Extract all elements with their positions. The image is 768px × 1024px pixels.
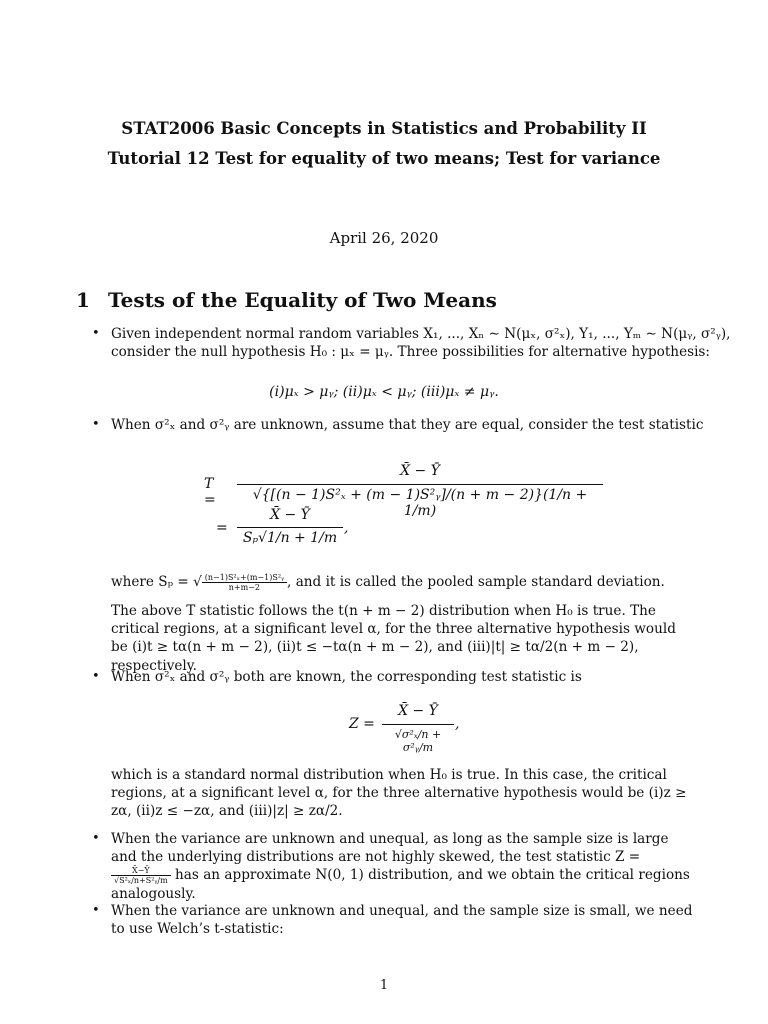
document-title: STAT2006 Basic Concepts in Statistics and Probability II bbox=[121, 119, 647, 138]
z-distribution-paragraph: which is a standard normal distribution when H₀ is true. In this case, the critical regions, at a significant level α, for the three alternative hypothesis would be (i)z ≥ zα, (ii)z ≤ −zα, and (iii)|z| ≥ zα/2. bbox=[111, 767, 687, 820]
t-distribution-paragraph: The above T statistic follows the t(n + m − 2) distribution when H₀ is true. The critical regions, at a significant level α, for the three alternative hypothesis would be (i)t ≥ tα(n + m − 2), (ii)t ≤ −tα(n + m − 2), and (iii)|t| ≥ tα/2(n + m − 2), respectively. bbox=[111, 603, 676, 674]
eq-numerator: X̄ − Ȳ bbox=[398, 703, 438, 719]
text-line: When σ²ₓ and σ²ᵧ are unknown, assume that they are equal, consider the test statistic bbox=[111, 417, 704, 433]
eq-comma: , bbox=[455, 716, 460, 732]
frac-denominator: √S²ₓ/n+S²ᵧ/m bbox=[111, 875, 171, 885]
eq-denominator: √{[(n − 1)S²ₓ + (m − 1)S²ᵧ]/(n + m − 2)}(1/n + 1/m) bbox=[237, 484, 603, 519]
text-fragment: When the variance are unknown and unequal, as long as the sample size is large and the underlying distributions are not highly skewed, the test statistic Z = bbox=[111, 831, 669, 866]
frac-numerator: (n−1)S²ₓ+(m−1)S²ᵧ bbox=[204, 573, 285, 582]
pooled-sd-definition bbox=[111, 573, 693, 592]
z-approx-fraction bbox=[111, 866, 171, 885]
bullet-hypotheses bbox=[92, 325, 731, 361]
bullet-dot: • bbox=[92, 903, 100, 918]
section-number: 1 bbox=[76, 288, 90, 312]
eq-denominator: Sₚ√1/n + 1/m bbox=[237, 527, 343, 546]
text-line: consider the null hypothesis H₀ : μₓ = μᵧ. Three possibilities for alternative hypothesis: bbox=[111, 344, 710, 361]
bullet-dot: • bbox=[92, 831, 100, 846]
text-line: When the variance are unknown and unequal, and the sample size is small, we need to use Welch’s t-statistic: bbox=[111, 903, 693, 938]
section-heading bbox=[76, 288, 497, 312]
text-fragment: where Sₚ = √ bbox=[111, 574, 202, 590]
text-fragment: , and it is called the pooled sample standard deviation. bbox=[287, 574, 665, 590]
eq-denominator: √σ²ₓ/n + σ²ᵧ/m bbox=[382, 724, 454, 754]
eq-numerator: X̄ − Ȳ bbox=[400, 463, 440, 479]
document-date: April 26, 2020 bbox=[329, 229, 439, 247]
bullet-welch bbox=[92, 902, 693, 938]
bullet-large-sample bbox=[92, 830, 693, 904]
eq-comma: , bbox=[344, 520, 349, 536]
text-line: Given independent normal random variables X₁, ..., Xₙ ∼ N(μₓ, σ²ₓ), Y₁, ..., Yₘ ∼ N(μᵧ, σ²ᵧ), bbox=[111, 326, 731, 342]
eq-lhs: T = bbox=[204, 476, 216, 508]
bullet-dot: • bbox=[92, 417, 100, 432]
eq-lhs: Z = bbox=[349, 716, 375, 732]
pooled-sd-fraction bbox=[202, 573, 287, 592]
page-number: 1 bbox=[379, 978, 389, 993]
text-fragment: has an approximate N(0, 1) distribution, and we obtain the critical regions analogously. bbox=[111, 867, 690, 903]
eq-numerator: X̄ − Ȳ bbox=[270, 507, 310, 523]
bullet-unknown-equal-variance bbox=[92, 416, 704, 434]
bullet-known-variance bbox=[92, 668, 693, 686]
frac-denominator: n+m−2 bbox=[202, 582, 287, 592]
eq-equals: = bbox=[216, 520, 228, 536]
alternatives-equation: (i)μₓ > μᵧ; (ii)μₓ < μᵧ; (iii)μₓ ≠ μᵧ. bbox=[269, 384, 499, 400]
bullet-dot: • bbox=[92, 669, 100, 684]
frac-numerator: X̄−Ȳ bbox=[132, 866, 150, 876]
text-line: When σ²ₓ and σ²ᵧ both are known, the corresponding test statistic is bbox=[111, 669, 582, 685]
z-statistic-equation bbox=[349, 703, 489, 755]
document-subtitle: Tutorial 12 Test for equality of two means; Test for variance bbox=[107, 149, 661, 168]
bullet-dot: • bbox=[92, 326, 100, 341]
section-title: Tests of the Equality of Two Means bbox=[108, 288, 497, 312]
